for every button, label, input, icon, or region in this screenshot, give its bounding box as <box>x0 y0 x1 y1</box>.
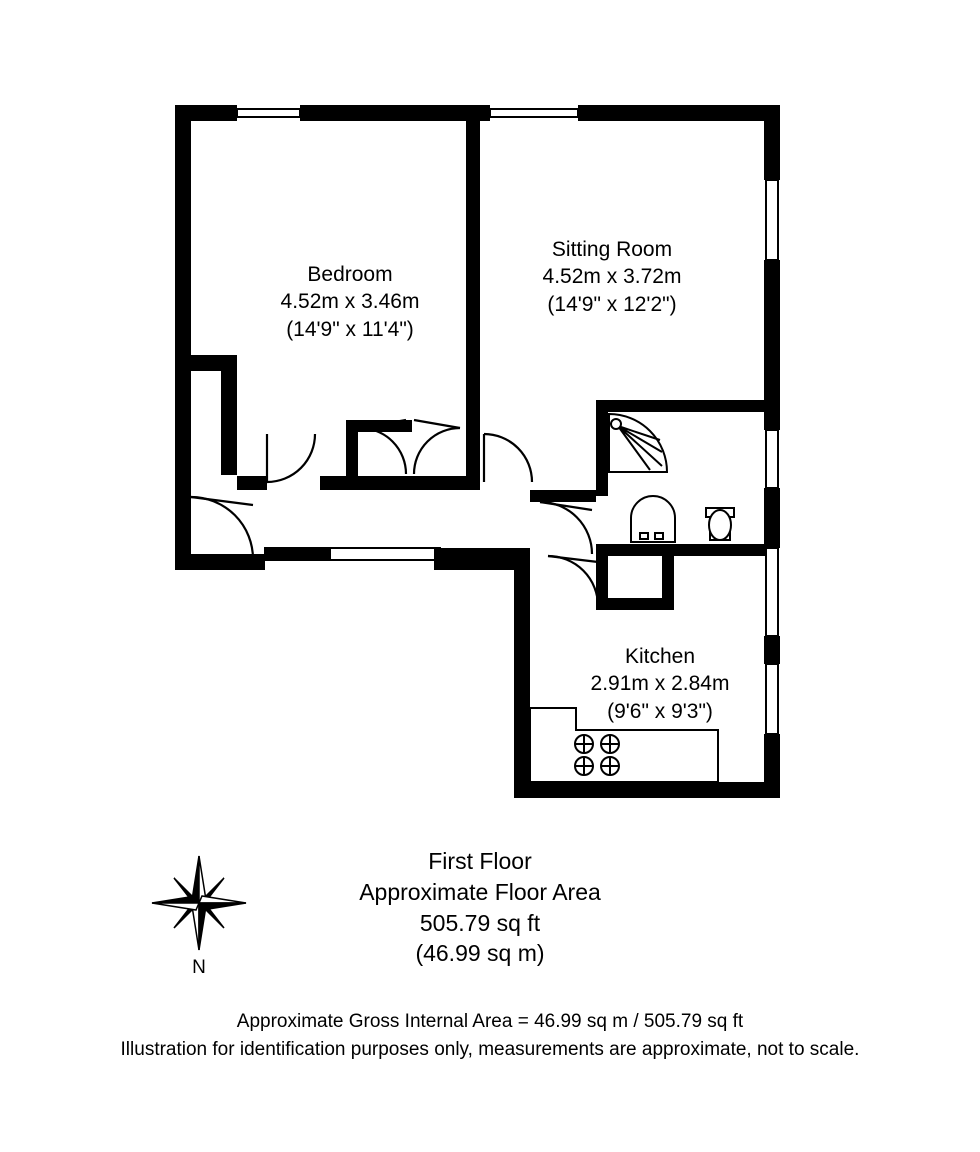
wall-bedroom-bottom-left <box>237 476 267 490</box>
door-cupboard-kitchen-leaf <box>548 556 598 562</box>
wall-top-segment-2 <box>578 105 780 121</box>
wall-left-upper <box>175 105 191 370</box>
room-dim-metric-bedroom: 4.52m x 3.46m <box>280 290 420 314</box>
compass-north-label: N <box>192 957 206 978</box>
compass-point-e-bottom <box>199 903 246 910</box>
compass-rose-icon <box>148 852 250 954</box>
wall-bedroom-cupboard-top <box>346 420 412 432</box>
shower-head-icon <box>611 419 621 429</box>
window-top-sitting <box>490 109 578 117</box>
door-cupboard-leaf-right <box>414 420 460 428</box>
toilet-seat-icon <box>709 510 731 540</box>
wall-right-seg-3 <box>764 488 780 548</box>
wall-right-window-2 <box>766 430 778 488</box>
compass-point-e-top <box>199 896 246 903</box>
disclaimer-line-1: Approximate Gross Internal Area = 46.99 sq m / 505.79 sq ft <box>236 1011 744 1032</box>
door-cupboard-kitchen-arc <box>548 556 598 606</box>
room-name-kitchen: Kitchen <box>624 645 696 668</box>
door-entrance-leaf <box>191 497 253 505</box>
wall-top-segment-1 <box>300 105 490 121</box>
door-bedroom-arc <box>267 434 315 482</box>
wall-hall-bottom-block-1 <box>265 548 331 560</box>
wall-right-window-3 <box>766 548 778 636</box>
room-dim-imperial-kitchen: (9'6" x 9'3") <box>607 699 713 723</box>
wall-right-seg-5 <box>764 734 780 798</box>
basin-icon <box>631 496 675 542</box>
room-dim-metric-kitchen: 2.91m x 2.84m <box>590 672 730 696</box>
floor-area-summary <box>250 846 710 969</box>
room-label-bedroom <box>200 261 500 343</box>
room-label-kitchen <box>510 643 810 725</box>
compass-point-w-top <box>152 896 199 903</box>
door-group <box>191 420 598 606</box>
door-sitting-arc <box>484 434 532 482</box>
floor-area-caption: Approximate Floor Area <box>359 878 601 905</box>
door-cupboard-arc-left <box>360 428 406 474</box>
wall-left-jog-vertical <box>221 355 237 475</box>
room-dim-imperial-sitting-room: (14'9" x 12'2") <box>547 292 677 316</box>
wall-bathroom-bottom <box>596 544 766 556</box>
room-name-bedroom: Bedroom <box>307 263 393 286</box>
wall-sitting-bottom <box>596 400 608 496</box>
floor-area-sqft: 505.79 sq ft <box>419 909 541 936</box>
room-name-sitting-room: Sitting Room <box>551 238 673 261</box>
wall-right-window-1 <box>766 180 778 260</box>
room-dim-metric-sitting-room: 4.52m x 3.72m <box>542 265 682 289</box>
room-label-sitting-room <box>462 236 762 318</box>
wall-hall-bathroom-vert <box>530 490 596 502</box>
door-cupboard-arc-right <box>414 428 460 474</box>
wall-right-seg-2 <box>764 260 780 430</box>
wall-hall-bottom-left <box>175 554 265 570</box>
wall-bedroom-bottom-right <box>320 476 480 490</box>
floor-name: First Floor <box>428 848 532 874</box>
door-entrance-arc <box>191 497 253 559</box>
disclaimer <box>0 1008 980 1063</box>
disclaimer-line-2: Illustration for identification purposes only, measurements are approximate, not to scale. <box>120 1038 860 1060</box>
window-top-bedroom <box>237 109 300 117</box>
compass <box>138 852 260 982</box>
wall-right-seg-1 <box>764 105 780 180</box>
wall-sitting-bottom-h <box>596 400 766 412</box>
floor-area-sqm: (46.99 sq m) <box>415 940 545 967</box>
room-dim-imperial-bedroom: (14'9" x 11'4") <box>286 317 414 341</box>
wall-left-lower <box>175 370 191 570</box>
compass-point-w-bottom <box>152 903 199 910</box>
wall-cupboard-right <box>662 556 674 610</box>
wall-kitchen-bottom <box>514 782 780 798</box>
